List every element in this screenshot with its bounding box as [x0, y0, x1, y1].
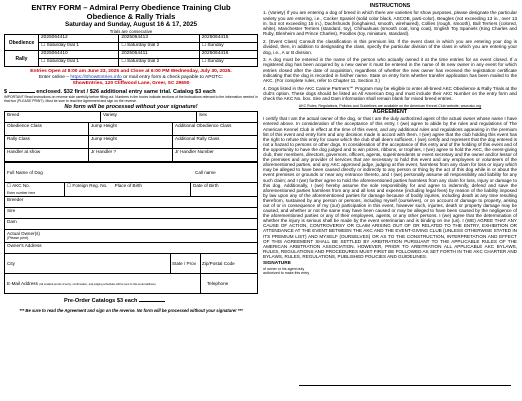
- email-label: E-Mail Address: [7, 281, 38, 287]
- jr-handler-field[interactable]: [89, 149, 173, 162]
- handler-field[interactable]: [5, 149, 89, 162]
- jump-height-2-field[interactable]: [89, 136, 173, 149]
- showentries-address: ShowEntries, 120 Cliffwood Lane, Greer, SC 29650: [72, 81, 190, 86]
- dog-name-field[interactable]: [5, 162, 258, 182]
- entry-form-table: [4, 111, 258, 123]
- jump-height-label: Jump Height: [91, 123, 117, 129]
- trials-note: Trials are consecutive: [109, 29, 153, 34]
- dog-name-label: Full Name of Dog: [7, 169, 43, 175]
- signature-heading: SIGNATURE: [263, 261, 291, 267]
- akc-rules-note: AKC Rules, Regulations, Policies and Guidelines are available on the American Kennel Club website, www.akc.org: [298, 103, 482, 108]
- sire-label: Sire: [7, 207, 16, 213]
- trial-checkbox-sat2[interactable]: ☐ Saturday trial 2: [119, 43, 199, 51]
- owners-address-field[interactable]: [5, 242, 258, 253]
- entries-open-close: Entries Open at 8:00 am June 23, 2025 and Close at 6:00 PM Wednesday, July 30, 2025.: [30, 69, 232, 74]
- signature-line[interactable]: [299, 385, 511, 386]
- pre-order-blank[interactable]: [139, 297, 165, 302]
- jr-handler-number-label: Jr Handler Number: [175, 149, 214, 155]
- trials-table: [4, 34, 258, 67]
- left-column: [4, 4, 258, 398]
- agreement-heading: AGREEMENT: [372, 109, 408, 116]
- rally-label: Rally: [5, 51, 39, 67]
- city-label: City: [7, 261, 15, 267]
- amount-blank[interactable]: [9, 88, 35, 93]
- instruction-1: 1. (Variety) If you are entering a dog of breed in which there are varieties for show purposes, please designate the particular variety you are entering, i.e., Cocker Spaniel (solid color black, ASCOB, parti-color), Beagles (not exceeding 13 in., over 13 in. but not exceeding 15 in.), Dachshunds (longhaired, smooth, wirehaired), Collies (rough, smooth), Bull Terriers (colored, white), Manchester Terriers (standard, toy), Chihuahuas (smooth coat, long coat), English Toy Spaniels (King Charles and Ruby, Blenheim and Prince Charles), Poodles (toy, miniature, standard).: [263, 10, 517, 37]
- jump-height-2-label: Jump Height: [91, 136, 117, 142]
- agreement-text: I certify that I am the actual owner of the dog, or that I am the duly authorized agent of the actual owner whose name I have entered above. In consideration of the acceptance of this entry, I (we) agree to abide by the rules and regulations of The American Kennel Club in effect at the time of this event, and any additional rules and regulations appearing in the premium list of this event and entry form and any decision made in accord with them. I (we) agree that the club holding this event has the right to refuse this entry for cause which the club shall deem sufficient. I (we) certify and represent that the dog entered is not a hazard to persons or other dogs. In consideration of the acceptance of this entry and of the holding of this event and of the opportunity to have the dog judged and to win prizes, ribbons, or trophies, I (we) agree to hold the AKC, the event-giving club, their members, directors, governors, officers, agents, superintendents or event secretary and the owner and/or lessor of the premises and any provider of services that are necessary to hold this event and any employees or volunteers of the aforementioned parties, and any AKC approved judge, judging at this event, harmless from any claim for loss or injury which may be alleged to have been caused directly or indirectly to any person or thing by the act of this dog while in or about the event premises or grounds or near any entrance thereto, and I (we) personally assume all responsibility and liability for any such claim; and I (we) further agree to hold the aforementioned parties harmless from any claim for loss, injury or damage to this dog. Additionally, I (we) hereby assume the sole responsibility for and agree to indemnify, defend and save the aforementioned parties harmless from any and all loss and expense (including legal fees) by reason of the liability imposed by law upon any of the aforementioned parties for damage because of bodily injuries, including death at any time resulting therefrom, sustained by any person or persons, including myself (ourselves), or on account of damage to property, arising out of or in consequence of my (our) participation in this event, however such, injuries, death or property damage may be caused, and whether or not the same may have been caused or may be alleged to have been caused by the negligence of the aforementioned parties or any of their employees, agents, or any other persons. I (we) agree that the determination of whether the injury is serious shall be made by the event veterinarian and is binding on me (us). I (WE) AGREE THAT ANY CAUSE OF ACTION, CONTROVERSY OR CLAIM ARISING OUT OF OR RELATED TO THE ENTRY, EXHIBITION OR ATTENDANCE AT THE EVENT BETWEEN THE AKC AND THE EVENT-GIVING CLUB (UNLESS OTHERWISE STATED IN ITS PREMIUM LIST) AND MYSELF (OURSELVES) OR AS TO THE CONSTRUCTION, INTERPRETATION AND EFFECT OF THIS AGREEMENT SHALL BE SETTLED BY ARBITRATION PURSUANT TO THE APPLICABLE RULES OF THE AMERICAN ARBITRATION ASSOCIATION. HOWEVER, PRIOR TO ARBITRATION ALL APPLICABLE AKC BYLAWS, RULES, REGULATIONS AND PROCEDURES MUST FIRST BE FOLLOWED AS SET FORTH IN THE AKC CHARTER AND BYLAWS, RULES, REGULATIONS, PUBLISHED POLICIES AND GUIDELINES.: [263, 116, 517, 259]
- trial-checkbox-sat1[interactable]: ☐ Saturday trial 1: [39, 43, 119, 51]
- breed-label: Breed: [7, 111, 20, 117]
- instruction-2: 2. (Event Class) Consult the classification in this premium list. If the event class in which you are entering your dog is divided, then, in addition to designating the class, specify the particular division of the class in which you are entering your dog, i.e., A or B division.: [263, 38, 517, 55]
- foreign-reg-field[interactable]: [65, 182, 191, 196]
- trial-number: 2025064410: [39, 51, 119, 59]
- call-name-label: Call name: [195, 169, 216, 175]
- signature-note-1: of owner or his agent duly: [263, 266, 305, 271]
- akc-number-field[interactable]: [5, 182, 65, 196]
- trial-checkbox-sat2[interactable]: ☐ Saturday trial 2: [119, 59, 199, 67]
- owners-address-label: Owner's Address: [7, 242, 42, 248]
- rally-class-label: Rally Class: [7, 136, 30, 142]
- breed-field[interactable]: [5, 111, 101, 122]
- dam-label: Dam: [7, 218, 17, 224]
- trial-checkbox-sun[interactable]: ☐ Sunday: [199, 59, 257, 67]
- obedience-class-label: Obedience Class: [7, 123, 42, 129]
- instruction-4: 4. Dogs listed in the AKC Canine Partners℠ Program may be eligible to enter all-breed AKC Obedience & Rally Trials at the club's option. These dogs should be listed as All American Dog and must include their AKC Number on the entry form and check the AKC No. box. Sire and Dam information shall remain blank for mixed breed entries.: [263, 85, 517, 102]
- enclosed-text: enclosed. $32 first / $26 additional entry same trial. Catalog $3 each: [36, 89, 216, 95]
- additional-rally-label: Additional Rally Class: [175, 136, 220, 142]
- trial-number: 2025064412: [39, 35, 119, 43]
- no-form-warning: No form will be processed without your signature!: [64, 103, 198, 110]
- signature-note-2: authorized to make this entry: [263, 270, 310, 275]
- zip-field[interactable]: [201, 254, 258, 274]
- trial-number: 2025064413: [119, 35, 199, 43]
- telephone-field[interactable]: [201, 274, 258, 294]
- obedience-class-field[interactable]: [5, 123, 89, 136]
- pre-order-line: [4, 297, 258, 304]
- form-dates: Saturday and Sunday, August 16 & 17, 2025: [64, 21, 198, 28]
- city-field[interactable]: [5, 254, 171, 274]
- obedience-label: Obedience: [5, 35, 39, 51]
- jr-handler-label: Jr Handler ?: [91, 149, 117, 155]
- sex-label: Sex: [199, 111, 207, 117]
- trial-number: 2025064416: [199, 51, 257, 59]
- instructions-column: [263, 4, 517, 398]
- dollar-sign: $: [4, 89, 8, 95]
- instructions-heading: INSTRUCTIONS: [369, 3, 411, 9]
- class-table: [4, 122, 258, 162]
- contact-table: [4, 253, 258, 294]
- state-field[interactable]: [171, 254, 201, 274]
- instruction-3: 3. A dog must be entered in the name of the person who actually owned it at the time entries for an event closed. If a registered dog has been acquired by a new owner it must be entered in the name of its new owner in any event for which entries closed after the date of acquisition, regardless of whether the new owner has received the registration certificate indicating that the dog is recorded in his/her name. State on entry form whether transfer application has been mailed to the AKC. (For complete rules, refer to Chapter 11, Section 3.): [263, 57, 517, 84]
- handler-label: Handler at show: [7, 149, 41, 155]
- enter-online-prefix: Enter online –: [38, 75, 71, 80]
- form-subtitle: Obedience & Rally Trials: [86, 11, 176, 21]
- trial-checkbox-sat1[interactable]: ☐ Saturday trial 1: [39, 59, 119, 67]
- date-of-birth-field[interactable]: [191, 182, 258, 196]
- zip-label: Zip/Postal Code: [202, 261, 235, 267]
- trial-checkbox-sun[interactable]: ☐ Sunday: [199, 43, 257, 51]
- enter-number-note: Enter number here: [7, 191, 36, 196]
- enter-online-suffix: or mail entry form & check payable to APOTC:: [121, 75, 224, 80]
- dog-table: [4, 162, 258, 254]
- footer-warning: *** Be sure to read the Agreement and sign on the reverse. No form will be processed without your signature! ***: [19, 308, 243, 314]
- owners-field[interactable]: [5, 229, 258, 242]
- additional-obedience-label: Additional Obedience Class: [175, 123, 232, 129]
- telephone-label: Telephone: [207, 281, 229, 287]
- sex-field[interactable]: [197, 111, 258, 122]
- trial-number: 2025064411: [119, 51, 199, 59]
- form-title: ENTRY FORM – Admiral Perry Obedience Training Club: [31, 3, 231, 12]
- place-of-birth-label: Place of Birth: [114, 182, 142, 188]
- additional-rally-field[interactable]: [173, 136, 258, 149]
- breeder-field[interactable]: [5, 196, 258, 207]
- email-note: (All emailed proofs of entry, confirmation, and judging schedules will be sent to this email address): [39, 283, 156, 287]
- please-print-note: (Please print): [7, 236, 29, 241]
- email-field[interactable]: [5, 274, 201, 294]
- state-label: State / Prov: [172, 261, 197, 267]
- variety-label: Variety: [103, 111, 117, 117]
- jr-handler-number-field[interactable]: [173, 149, 258, 162]
- breeder-label: Breeder: [7, 196, 24, 202]
- pre-order-label: Pre-Order Catalogs $3 each: [64, 298, 138, 305]
- akc-no-checkbox[interactable]: ☐ AKC No.: [7, 182, 31, 188]
- dam-field[interactable]: [5, 218, 258, 229]
- date-of-birth-label: Date of Birth: [193, 182, 219, 188]
- rally-class-field[interactable]: [5, 136, 89, 149]
- sire-field[interactable]: [5, 207, 258, 218]
- foreign-reg-checkbox[interactable]: ☐ Foreign Reg. No.: [67, 182, 108, 188]
- additional-obedience-field[interactable]: [173, 123, 258, 136]
- jump-height-field[interactable]: [89, 123, 173, 136]
- showentries-link[interactable]: https://ShowEntries.info: [70, 75, 122, 80]
- owners-label: Actual Owner(s): [7, 231, 40, 237]
- trial-number: 2025064415: [199, 35, 257, 43]
- variety-field[interactable]: [101, 111, 197, 122]
- important-note: IMPORTANT Read instructions on reverse side carefully before filling out. Numbers in the boxes indicate sections of the instructions relevant to the information needed in that box (PLEASE PRINT). Must be sure to read the Agreement and sign on the reverse.: [4, 95, 258, 103]
